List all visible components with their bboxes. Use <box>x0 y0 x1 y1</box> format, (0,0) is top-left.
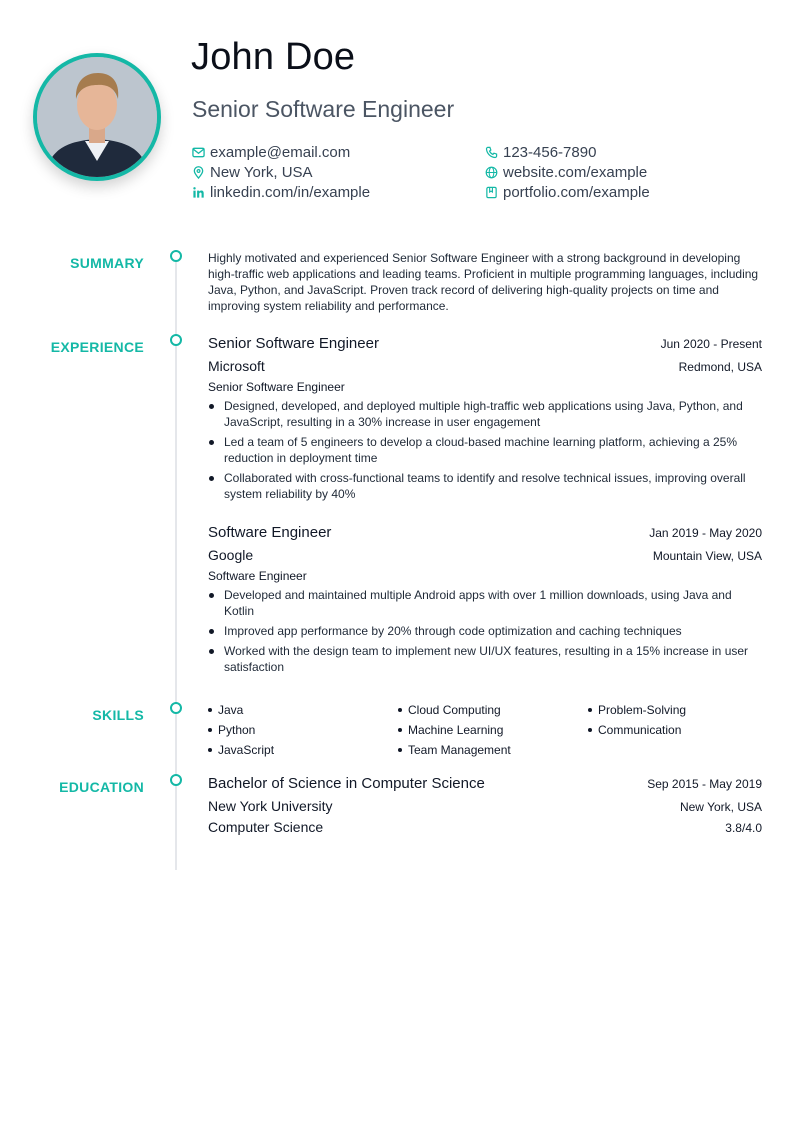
skill-text: Java <box>218 703 244 717</box>
contact-website[interactable] <box>485 162 650 182</box>
list-item <box>208 470 762 502</box>
experience-company: Microsoft <box>208 358 265 374</box>
person-avatar-icon <box>37 57 157 177</box>
phone-icon <box>485 146 498 159</box>
bullet-text: Designed, developed, and deployed multiple high-traffic web applications using Java, Python, and JavaScript, resulting in a 30% increase in user engagement <box>224 399 743 429</box>
contact-portfolio[interactable] <box>485 182 650 202</box>
section-label-summary: SUMMARY <box>70 255 144 271</box>
experience-bullets <box>208 587 762 675</box>
bullet-text: Collaborated with cross-functional teams to identify and resolve technical issues, improving overall system reliability by 40% <box>224 471 746 501</box>
experience-title: Senior Software Engineer <box>208 335 379 352</box>
skill-item <box>588 722 762 738</box>
job-title: Senior Software Engineer <box>192 96 455 122</box>
education-location: New York, USA <box>679 800 762 814</box>
skill-text: Cloud Computing <box>408 703 501 717</box>
bullet-text: Developed and maintained multiple Android apps with over 1 million downloads, using Java and Kotlin <box>224 588 732 618</box>
resume-header <box>0 0 794 230</box>
section-label-skills: SKILLS <box>92 707 144 723</box>
globe-icon <box>485 166 498 179</box>
timeline-dot-experience <box>170 334 182 346</box>
timeline-dot-skills <box>170 702 182 714</box>
mail-icon <box>192 146 205 159</box>
experience-dates: Jan 2019 - May 2020 <box>649 526 762 540</box>
experience-location: Redmond, USA <box>678 360 762 374</box>
experience-title: Software Engineer <box>208 524 332 541</box>
bullet-text: Improved app performance by 20% through code optimization and caching techniques <box>224 624 682 638</box>
experience-role: Software Engineer <box>208 569 307 583</box>
email-text: example@email.com <box>210 143 351 161</box>
skill-item <box>208 742 398 758</box>
skill-text: Problem-Solving <box>598 703 687 717</box>
contact-phone[interactable] <box>485 142 650 162</box>
education-entry <box>208 775 762 835</box>
skill-text: JavaScript <box>218 743 275 757</box>
timeline-dot-summary <box>170 250 182 262</box>
location-text: New York, USA <box>210 163 313 181</box>
experience-entry <box>208 524 762 679</box>
summary-text: Highly motivated and experienced Senior Software Engineer with a strong background in developing high-traffic web applications and leading teams. Proficient in multiple programming languages, including Java, Python, and JavaScript. Proven track record of delivering high-quality projects on time and improving system reliability and performance. <box>208 251 759 313</box>
experience-company: Google <box>208 547 254 563</box>
skill-item <box>398 722 588 738</box>
phone-text: 123-456-7890 <box>503 143 597 161</box>
list-item <box>208 623 762 639</box>
linkedin-text: linkedin.com/in/example <box>210 183 371 201</box>
skill-text: Python <box>218 723 256 737</box>
education-school: New York University <box>208 798 333 814</box>
linkedin-icon <box>192 186 205 199</box>
skills-grid <box>208 702 762 758</box>
portfolio-text: portfolio.com/example <box>503 183 650 201</box>
contact-email[interactable] <box>192 142 370 162</box>
skill-text: Communication <box>598 723 682 737</box>
website-text: website.com/example <box>503 163 648 181</box>
experience-location: Mountain View, USA <box>652 549 762 563</box>
experience-entry <box>208 335 762 506</box>
bullet-text: Worked with the design team to implement new UI/UX features, resulting in a 15% increase in user satisfaction <box>224 644 749 674</box>
profile-photo <box>33 53 161 181</box>
skill-text: Team Management <box>408 743 511 757</box>
contact-left-column <box>192 142 370 202</box>
experience-role: Senior Software Engineer <box>208 380 345 394</box>
list-item <box>208 398 762 430</box>
list-item <box>208 434 762 466</box>
skill-item <box>208 702 398 718</box>
skill-item <box>588 702 762 718</box>
list-item <box>208 587 762 619</box>
skill-item <box>398 702 588 718</box>
education-dates: Sep 2015 - May 2019 <box>647 777 762 791</box>
section-label-education: EDUCATION <box>59 779 144 795</box>
skill-item <box>398 742 588 758</box>
experience-dates: Jun 2020 - Present <box>660 337 762 351</box>
bookmark-icon <box>485 186 498 199</box>
section-label-experience: EXPERIENCE <box>50 339 144 355</box>
experience-bullets <box>208 398 762 502</box>
map-pin-icon <box>192 166 205 179</box>
full-name: John Doe <box>191 36 356 78</box>
education-field: Computer Science <box>208 819 324 835</box>
contact-location <box>192 162 370 182</box>
contact-linkedin[interactable] <box>192 182 370 202</box>
education-degree: Bachelor of Science in Computer Science <box>208 775 485 792</box>
list-item <box>208 643 762 675</box>
contact-right-column <box>485 142 650 202</box>
bullet-text: Led a team of 5 engineers to develop a cloud-based machine learning platform, achieving a 25% reduction in deployment time <box>224 435 737 465</box>
timeline-dot-education <box>170 774 182 786</box>
skill-text: Machine Learning <box>408 723 504 737</box>
skill-item <box>208 722 398 738</box>
education-gpa: 3.8/4.0 <box>725 821 762 835</box>
